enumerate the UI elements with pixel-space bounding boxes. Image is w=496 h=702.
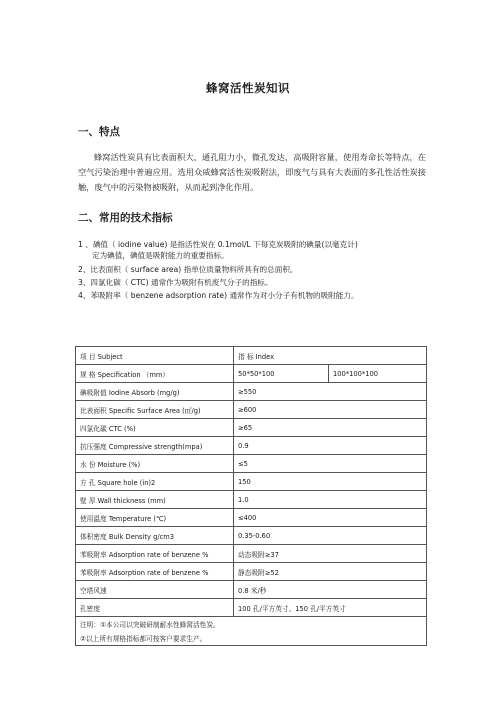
- table-note: ②以上所有规格指标都可按客户要求生产。: [76, 631, 427, 646]
- cell-value: 0.9: [234, 437, 427, 455]
- table-header-row: [76, 347, 427, 365]
- cell-value: ≥600: [234, 401, 427, 419]
- cell-value: 静态吸附≥52: [234, 563, 427, 581]
- features-paragraph: 蜂窝活性炭具有比表面积大，通孔阻力小，微孔发达，高吸附容量，使用寿命长等特点，在空气污染治理中普遍应用。选用众威蜂窝活性炭吸附法，即废气与具有大表面的多孔性活性炭接触，废气中的污染物被吸附，从而起到净化作用。: [78, 152, 426, 192]
- table-row: [76, 563, 427, 581]
- page-title: 蜂窝活性炭知识: [206, 81, 290, 95]
- section-heading-features: 一、特点: [78, 126, 120, 138]
- cell-value: 150: [234, 473, 427, 491]
- cell-value: ≤400: [234, 509, 427, 527]
- cell-label: 苯吸附率 Adsorption rate of benzene %: [76, 563, 234, 581]
- table-row: [76, 491, 427, 509]
- cell-value: 动态吸附≥37: [234, 545, 427, 563]
- table-row: [76, 473, 427, 491]
- table-row: [76, 527, 427, 545]
- cell-value: 1.0: [234, 491, 427, 509]
- list-item: 2、比表面积（ surface area) 指单位质量物料所具有的总面积。: [78, 265, 298, 274]
- header-subject: 项 目 Subject: [76, 347, 234, 365]
- cell-label: 使用温度 Temperature (℃): [76, 509, 234, 527]
- spec-table: [75, 346, 427, 646]
- table-row: [76, 545, 427, 563]
- cell-value: 0.35-0.60: [234, 527, 427, 545]
- table-row: [76, 581, 427, 599]
- list-item-continuation: 定为碘值，碘值是吸附能力的重要指标。: [92, 251, 229, 260]
- table-row: [76, 437, 427, 455]
- cell-label: 四氯化碳 CTC (%): [76, 419, 234, 437]
- cell-value: ≤5: [234, 455, 427, 473]
- table-note: 注明：①本公司以突破研制耐水性蜂窝活性炭。: [76, 617, 427, 632]
- cell-value: 0.8 米/秒: [234, 581, 427, 599]
- section-heading-specs: 二、常用的技术指标: [78, 212, 173, 224]
- table-note-row: [76, 617, 427, 632]
- cell-label: 空塔风速: [76, 581, 234, 599]
- cell-label: 比表面积 Specific Surface Area (㎡/g): [76, 401, 234, 419]
- table-row: [76, 599, 427, 617]
- cell-value: 100*100*100: [329, 365, 427, 383]
- cell-label: 孔密度: [76, 599, 234, 617]
- table-note-row: [76, 631, 427, 646]
- cell-label: 方 孔 Square hole (in)2: [76, 473, 234, 491]
- cell-value: 50*50*100: [234, 365, 329, 383]
- header-index: 指 标 Index: [234, 347, 427, 365]
- list-item: 4、苯吸附率（ benzene adsorption rate) 通常作为对小分子有机物的吸附能力。: [78, 291, 359, 300]
- cell-value: 100 孔/平方英寸、150 孔/平方英寸: [234, 599, 427, 617]
- cell-label: 规 格 Specification （mm）: [76, 365, 234, 383]
- list-item: 3、四氯化碳（ CTC) 通常作为吸附有机废气分子的指标。: [78, 278, 273, 287]
- cell-value: ≥550: [234, 383, 427, 401]
- table-row: [76, 401, 427, 419]
- table-row: [76, 419, 427, 437]
- cell-label: 碘吸附值 Iodine Absorb (mg/g): [76, 383, 234, 401]
- cell-value: ≥65: [234, 419, 427, 437]
- table-row: [76, 509, 427, 527]
- cell-label: 壁 厚 Wall thickness (mm): [76, 491, 234, 509]
- table-row: [76, 455, 427, 473]
- cell-label: 苯吸附率 Adsorption rate of benzene %: [76, 545, 234, 563]
- cell-label: 体积密度 Bulk Density g/cm3: [76, 527, 234, 545]
- cell-label: 抗压强度 Compressive strength(mpa): [76, 437, 234, 455]
- list-item-line: 1 、碘值（ iodine value) 是指活性炭在 0.1mol/L 下每克炭吸附的碘量(以毫克计): [78, 240, 358, 249]
- list-item: [78, 239, 428, 261]
- cell-label: 水 份 Moisture (%): [76, 455, 234, 473]
- table-row: [76, 383, 427, 401]
- table-row: [76, 365, 427, 383]
